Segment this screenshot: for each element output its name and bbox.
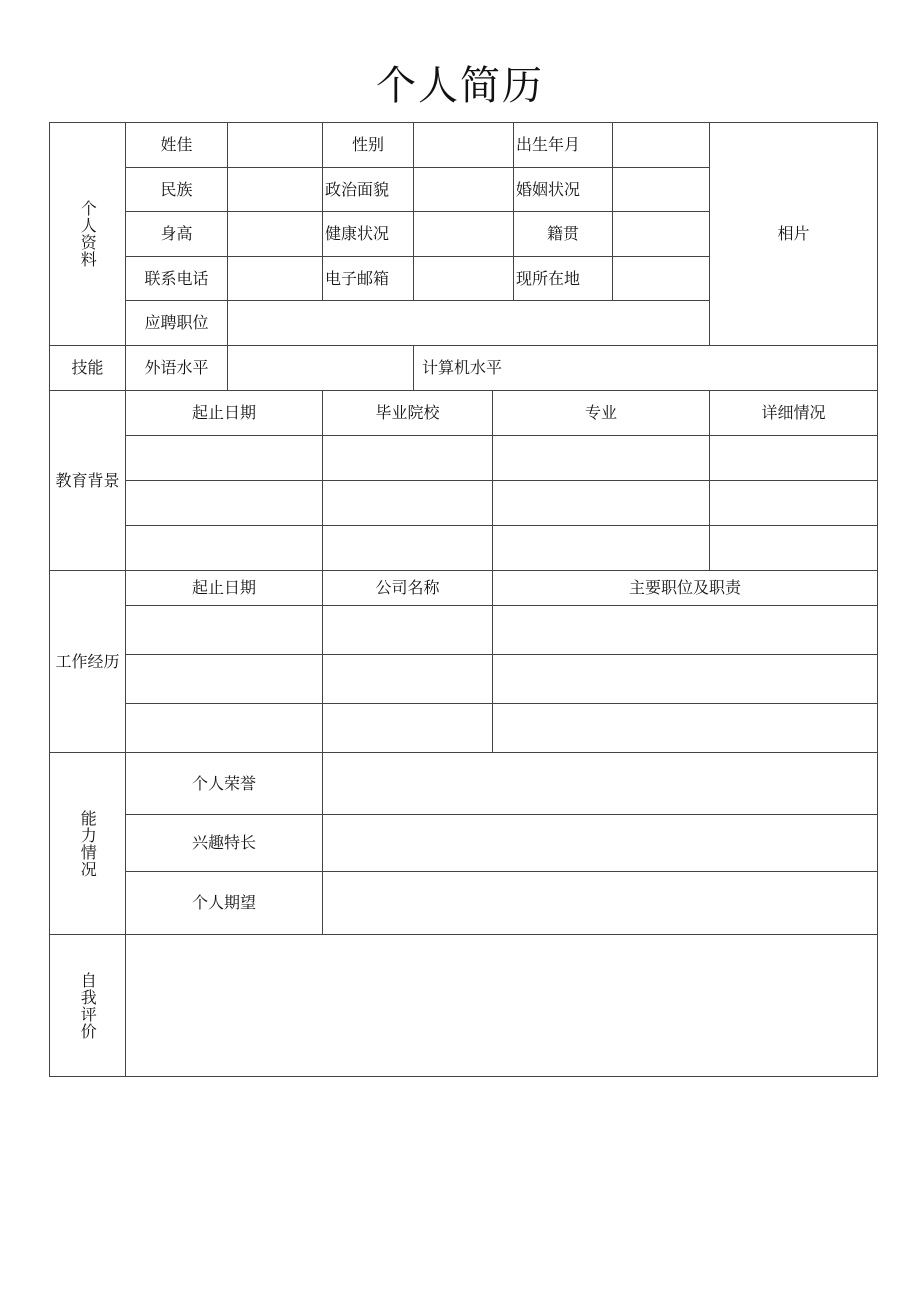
section-label-personal: 个人资料 — [50, 123, 126, 346]
label-hobbies: 兴趣特长 — [126, 815, 323, 872]
label-political: 政治面貌 — [323, 168, 414, 212]
input-phone[interactable] — [228, 257, 323, 301]
label-foreign-language: 外语水平 — [126, 346, 228, 391]
input-expectation[interactable] — [323, 872, 877, 935]
label-marital: 婚姻状况 — [514, 168, 613, 212]
label-honors: 个人荣誉 — [126, 753, 323, 815]
work-row-3-date[interactable] — [126, 704, 323, 753]
work-header-date: 起止日期 — [126, 571, 323, 606]
section-label-ability: 能力情况 — [50, 753, 126, 935]
label-health: 健康状况 — [323, 212, 414, 257]
label-phone: 联系电话 — [126, 257, 228, 301]
section-label-work: 工作经历 — [50, 571, 126, 753]
label-name: 姓佳 — [126, 123, 228, 168]
edu-header-school: 毕业院校 — [323, 391, 493, 436]
label-email: 电子邮箱 — [323, 257, 414, 301]
edu-row-1-detail[interactable] — [710, 436, 877, 481]
photo-box[interactable]: 相片 — [710, 123, 877, 346]
edu-row-1-date[interactable] — [126, 436, 323, 481]
input-hobbies[interactable] — [323, 815, 877, 872]
input-marital[interactable] — [613, 168, 710, 212]
edu-row-1-school[interactable] — [323, 436, 493, 481]
input-ethnicity[interactable] — [228, 168, 323, 212]
input-birth[interactable] — [613, 123, 710, 168]
input-health[interactable] — [414, 212, 514, 257]
edu-row-2-date[interactable] — [126, 481, 323, 526]
section-label-skills: 技能 — [50, 346, 126, 391]
work-header-company: 公司名称 — [323, 571, 493, 606]
input-self-eval[interactable] — [126, 935, 877, 1076]
label-position: 应聘职位 — [126, 301, 228, 346]
edu-row-2-detail[interactable] — [710, 481, 877, 526]
input-email[interactable] — [414, 257, 514, 301]
work-row-2-duties[interactable] — [493, 655, 877, 704]
edu-header-date: 起止日期 — [126, 391, 323, 436]
label-birth: 出生年月 — [514, 123, 613, 168]
edu-header-major: 专业 — [493, 391, 710, 436]
input-position[interactable] — [228, 301, 710, 346]
work-row-1-date[interactable] — [126, 606, 323, 655]
label-gender: 性别 — [323, 123, 414, 168]
edu-row-2-major[interactable] — [493, 481, 710, 526]
work-row-1-company[interactable] — [323, 606, 493, 655]
work-row-2-company[interactable] — [323, 655, 493, 704]
edu-row-3-school[interactable] — [323, 526, 493, 571]
input-name[interactable] — [228, 123, 323, 168]
label-height: 身高 — [126, 212, 228, 257]
input-gender[interactable] — [414, 123, 514, 168]
edu-header-detail: 详细情况 — [710, 391, 877, 436]
work-row-2-date[interactable] — [126, 655, 323, 704]
input-location[interactable] — [613, 257, 710, 301]
section-label-education: 教育背景 — [50, 391, 126, 571]
input-height[interactable] — [228, 212, 323, 257]
work-row-1-duties[interactable] — [493, 606, 877, 655]
input-foreign-language[interactable] — [228, 346, 414, 391]
input-hometown[interactable] — [613, 212, 710, 257]
label-expectation: 个人期望 — [126, 872, 323, 935]
label-ethnicity: 民族 — [126, 168, 228, 212]
work-row-3-duties[interactable] — [493, 704, 877, 753]
edu-row-3-date[interactable] — [126, 526, 323, 571]
work-header-duties: 主要职位及职责 — [493, 571, 877, 606]
edu-row-2-school[interactable] — [323, 481, 493, 526]
input-political[interactable] — [414, 168, 514, 212]
label-hometown: 籍贯 — [514, 212, 613, 257]
page-title: 个人简历 — [376, 63, 544, 109]
label-location: 现所在地 — [514, 257, 613, 301]
work-row-3-company[interactable] — [323, 704, 493, 753]
section-label-self-eval: 自我评价 — [50, 935, 126, 1076]
edu-row-1-major[interactable] — [493, 436, 710, 481]
edu-row-3-major[interactable] — [493, 526, 710, 571]
input-honors[interactable] — [323, 753, 877, 815]
resume-form — [49, 122, 878, 1077]
edu-row-3-detail[interactable] — [710, 526, 877, 571]
label-computer: 计算机水平 — [414, 346, 877, 391]
